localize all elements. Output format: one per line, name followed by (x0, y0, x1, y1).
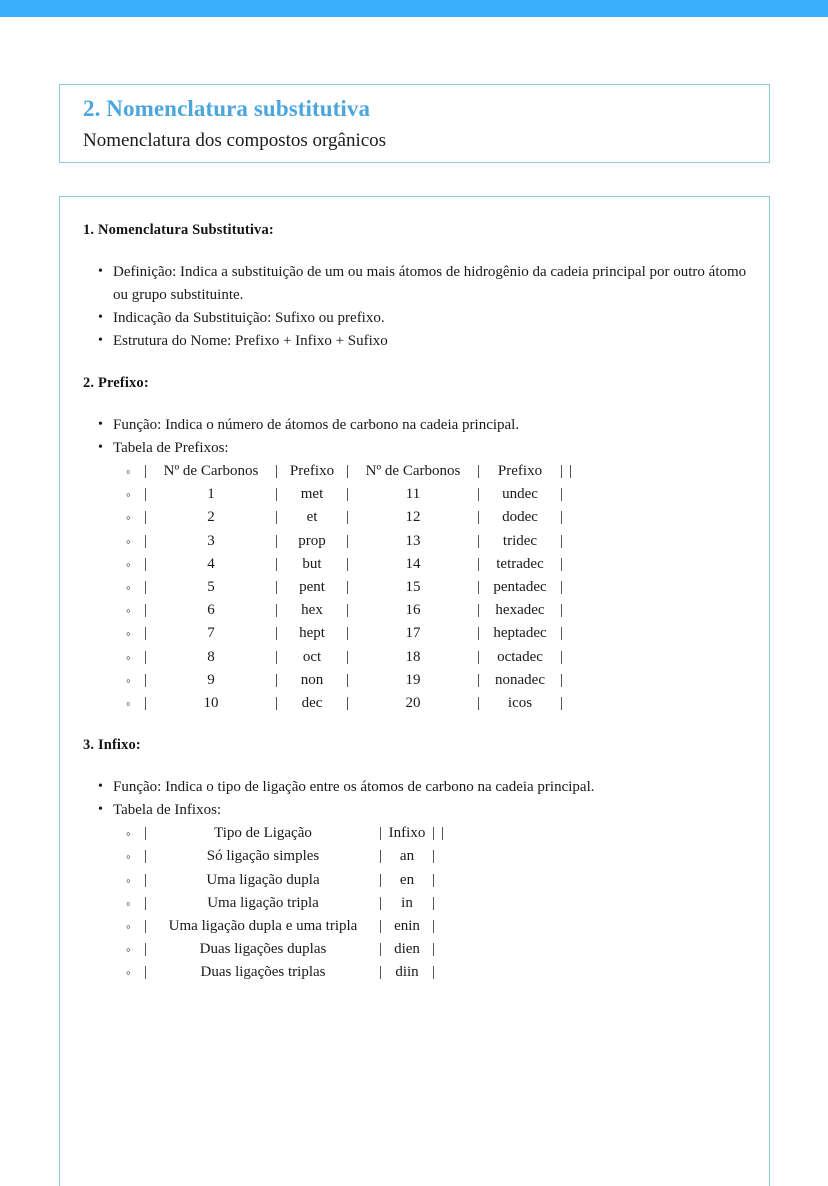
list-item (83, 437, 748, 715)
table-cell: 13 (405, 532, 421, 549)
table-cell: octadec (497, 648, 543, 665)
table-cell: dec (301, 695, 323, 712)
table-pipe: | (143, 695, 147, 712)
table-row-content (141, 845, 438, 868)
table-cell: prop (298, 532, 326, 549)
table-row-content (141, 530, 566, 553)
table-pipe: | (274, 555, 278, 572)
prefix-table (113, 460, 748, 715)
table-cell: Duas ligações duplas (199, 941, 327, 958)
table-row-content (141, 669, 566, 692)
table-pipe: | (440, 825, 444, 842)
table-pipe: | (143, 964, 147, 981)
table-pipe: | (274, 602, 278, 619)
table-row-content (141, 576, 566, 599)
table-row-content (141, 483, 566, 506)
table-cell: undec (502, 486, 538, 503)
table-row (113, 460, 748, 483)
table-pipe: | (378, 964, 382, 981)
table-cell: hex (301, 602, 323, 619)
table-pipe: | (143, 486, 147, 503)
infix-table (113, 822, 748, 984)
table-pipe: | (143, 918, 147, 935)
table-pipe: | (559, 486, 563, 503)
table-cell: dien (394, 941, 420, 958)
list-item: • Indicação da Substituição: Sufixo ou prefixo. (83, 307, 748, 330)
table-cell: pentadec (493, 579, 547, 596)
table-row-content (141, 692, 566, 715)
table-pipe: | (274, 648, 278, 665)
table-row (113, 646, 748, 669)
table-pipe: | (559, 671, 563, 688)
table-cell: 5 (207, 579, 215, 596)
table-pipe: | (476, 463, 480, 479)
section-heading-2: 2. Prefixo: (83, 375, 149, 391)
table-cell: non (300, 671, 324, 688)
table-row (113, 530, 748, 553)
table-pipe: | (345, 602, 349, 619)
table-row-content (141, 553, 566, 576)
list-item: • Estrutura do Nome: Prefixo + Infixo + Sufixo (83, 330, 748, 353)
table-pipe: | (143, 463, 147, 479)
table-row-content (141, 892, 438, 915)
table-pipe: | (143, 579, 147, 596)
table-pipe: | (476, 648, 480, 665)
section-heading-3: 3. Infixo: (83, 737, 141, 754)
table-cell: 7 (207, 625, 215, 642)
table-pipe: | (345, 555, 349, 572)
table-pipe: | (143, 871, 147, 888)
table-pipe: | (345, 671, 349, 688)
table-row (113, 692, 748, 715)
table-pipe: | (559, 532, 563, 549)
table-pipe: | (431, 918, 435, 935)
table-row-content (141, 506, 566, 529)
document-page (0, 17, 828, 1171)
table-row (113, 822, 748, 845)
table-cell: enin (394, 918, 420, 935)
table-cell: 6 (207, 602, 215, 619)
table-pipe: | (476, 671, 480, 688)
table-pipe: | (431, 848, 435, 865)
table-pipe: | (143, 825, 147, 842)
table-row (113, 892, 748, 915)
table-cell: Prefixo (289, 463, 335, 479)
table-row (113, 576, 748, 599)
table-pipe: | (143, 555, 147, 572)
table-cell: Só ligação simples (206, 848, 320, 865)
table-pipe: | (431, 871, 435, 888)
table-pipe: | (476, 695, 480, 712)
table-row (113, 845, 748, 868)
table-row (113, 506, 748, 529)
table-cell: 8 (207, 648, 215, 665)
table-cell: en (399, 871, 415, 888)
table-cell: Prefixo (497, 463, 543, 479)
table-row (113, 669, 748, 692)
table-pipe: | (559, 648, 563, 665)
table-cell: 15 (405, 579, 421, 596)
table-pipe: | (143, 625, 147, 642)
table-pipe: | (378, 941, 382, 958)
table-pipe: | (431, 825, 435, 842)
table-row (113, 915, 748, 938)
table-cell: heptadec (493, 625, 547, 642)
table-row (113, 553, 748, 576)
table-pipe: | (476, 486, 480, 503)
table-cell: Tipo de Ligação (214, 825, 312, 842)
top-accent-band (0, 0, 828, 17)
table-cell: an (399, 848, 415, 865)
table-pipe: | (559, 463, 563, 479)
section-1-bullets (83, 261, 748, 353)
table-pipe: | (476, 509, 480, 526)
table-pipe: | (274, 695, 278, 712)
table-pipe: | (274, 509, 278, 526)
table-cell: 16 (405, 602, 421, 619)
table-pipe: | (345, 579, 349, 596)
table-pipe: | (568, 463, 572, 479)
table-pipe: | (143, 671, 147, 688)
table-pipe: | (431, 894, 435, 911)
table-pipe: | (559, 579, 563, 596)
table-cell: in (401, 894, 413, 911)
list-item: • Função: Indica o número de átomos de carbono na cadeia principal. (83, 414, 748, 437)
table-pipe: | (476, 602, 480, 619)
table-cell: Uma ligação dupla e uma tripla (168, 918, 358, 935)
table-pipe: | (345, 509, 349, 526)
table-pipe: | (143, 941, 147, 958)
table-pipe: | (378, 871, 382, 888)
table-pipe: | (559, 602, 563, 619)
section-3-bullets (83, 776, 748, 984)
table-cell: Uma ligação dupla (206, 871, 320, 888)
table-pipe: | (431, 964, 435, 981)
table-pipe: | (345, 463, 349, 479)
table-cell: 10 (203, 695, 219, 712)
table-row (113, 622, 748, 645)
table-pipe: | (476, 625, 480, 642)
table-pipe: | (476, 532, 480, 549)
table-pipe: | (345, 532, 349, 549)
table-cell: 3 (207, 532, 215, 549)
table-row (113, 938, 748, 961)
table-pipe: | (378, 918, 382, 935)
table-pipe: | (143, 602, 147, 619)
table-pipe: | (143, 848, 147, 865)
list-item-label: Tabela de Infixos: (113, 802, 222, 819)
table-pipe: | (559, 509, 563, 526)
content-body (83, 222, 748, 985)
table-row-content (141, 646, 566, 669)
table-cell: hept (299, 625, 325, 642)
table-cell: oct (302, 648, 322, 665)
table-cell: met (300, 486, 324, 503)
table-pipe: | (559, 695, 563, 712)
table-cell: 1 (207, 486, 215, 503)
table-pipe: | (345, 695, 349, 712)
table-row (113, 483, 748, 506)
table-cell: hexadec (495, 602, 545, 619)
table-cell: 17 (405, 625, 421, 642)
table-cell: Infixo (388, 825, 426, 842)
section-2-bullets (83, 414, 748, 715)
table-cell: pent (299, 579, 325, 596)
table-pipe: | (431, 941, 435, 958)
table-pipe: | (345, 486, 349, 503)
table-row (113, 599, 748, 622)
table-row-content (141, 822, 447, 845)
list-item: • Função: Indica o tipo de ligação entre os átomos de carbono na cadeia principal. (83, 776, 748, 799)
table-cell: 20 (405, 695, 421, 712)
list-item (83, 799, 748, 984)
table-cell: 2 (207, 509, 215, 526)
table-pipe: | (274, 625, 278, 642)
table-cell: 11 (405, 486, 421, 503)
table-row-content (141, 460, 575, 483)
table-cell: dodec (502, 509, 538, 526)
table-pipe: | (143, 509, 147, 526)
table-row-content (141, 622, 566, 645)
table-row-content (141, 938, 438, 961)
section-heading-1: 1. Nomenclatura Substitutiva: (83, 222, 274, 238)
table-pipe: | (559, 555, 563, 572)
table-cell: 4 (207, 555, 215, 572)
table-pipe: | (345, 625, 349, 642)
table-cell: 12 (405, 509, 421, 526)
table-cell: tetradec (496, 555, 544, 572)
table-pipe: | (274, 532, 278, 549)
table-row-content (141, 961, 438, 984)
table-row-content (141, 599, 566, 622)
table-pipe: | (274, 486, 278, 503)
table-cell: Uma ligação tripla (207, 894, 319, 911)
table-cell: 9 (207, 671, 215, 688)
table-cell: icos (507, 695, 533, 712)
table-cell: 19 (405, 671, 421, 688)
table-cell: 18 (405, 648, 421, 665)
title-card (59, 84, 770, 163)
table-pipe: | (143, 648, 147, 665)
content-card (59, 196, 770, 1186)
table-cell: 14 (405, 555, 421, 572)
table-pipe: | (274, 579, 278, 596)
table-pipe: | (476, 579, 480, 596)
list-item-label: Tabela de Prefixos: (113, 440, 229, 456)
table-pipe: | (559, 625, 563, 642)
table-row-content (141, 869, 438, 892)
table-pipe: | (378, 848, 382, 865)
table-pipe: | (143, 894, 147, 911)
table-cell: tridec (502, 532, 538, 549)
table-row (113, 869, 748, 892)
table-cell: Duas ligações triplas (200, 964, 326, 981)
table-cell: Nº de Carbonos (163, 463, 259, 479)
table-cell: nonadec (495, 671, 545, 688)
page-title: 2. Nomenclatura substitutiva (83, 96, 371, 121)
table-pipe: | (274, 463, 278, 479)
table-pipe: | (143, 532, 147, 549)
list-item: • Definição: Indica a substituição de um ou mais átomos de hidrogênio da cadeia principal por outro átomo ou grupo substituinte. (83, 261, 748, 307)
table-cell: diin (395, 964, 419, 981)
table-pipe: | (274, 671, 278, 688)
table-cell: Nº de Carbonos (365, 463, 461, 479)
table-row (113, 961, 748, 984)
table-pipe: | (476, 555, 480, 572)
table-pipe: | (378, 825, 382, 842)
table-pipe: | (378, 894, 382, 911)
table-cell: but (302, 555, 322, 572)
table-cell: et (306, 509, 318, 526)
page-subtitle: Nomenclatura dos compostos orgânicos (83, 130, 387, 151)
table-row-content (141, 915, 438, 938)
table-pipe: | (345, 648, 349, 665)
